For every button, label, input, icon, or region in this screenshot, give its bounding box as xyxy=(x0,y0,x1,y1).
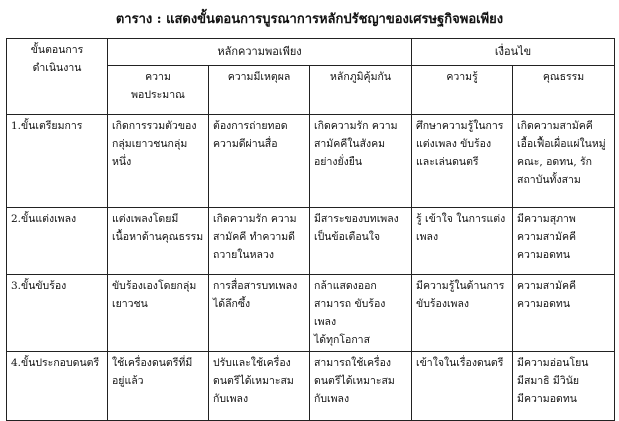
cell-line: กับเพลง xyxy=(314,393,350,405)
cell-line: แต่งเพลง ขับร้อง xyxy=(416,138,492,150)
cell-line: ถวายในหลวง xyxy=(213,249,274,261)
header-line: พอประมาณ xyxy=(131,89,185,101)
cell-line: ใช้เครื่องดนตรีที่มี xyxy=(112,357,193,369)
step-cell: 4.ขั้นประกอบดนตรี xyxy=(7,352,108,421)
table-cell xyxy=(209,352,310,421)
cell-line: ต้องการถ่ายทอด xyxy=(213,120,288,132)
table-row xyxy=(7,208,615,275)
table-cell xyxy=(513,275,615,352)
table-cell xyxy=(513,352,615,421)
cell-line: ได้ทุกโอกาส xyxy=(314,334,370,346)
cell-line: เกิดความรัก ความ xyxy=(314,120,398,132)
cell-line: เป็นข้อเตือนใจ xyxy=(314,231,381,243)
cell-line: คณะ, อดทน, รัก xyxy=(517,156,593,168)
header-step-line: ขั้นตอนการ xyxy=(30,44,84,56)
cell-line: เกิดการรวมตัวของ xyxy=(112,120,197,132)
cell-line: เนื้อหาด้านคุณธรรม xyxy=(112,231,204,243)
cell-line: ความสามัคคี xyxy=(517,231,577,243)
cell-line: ดนตรีได้เหมาะสม xyxy=(213,375,294,387)
table-cell xyxy=(513,208,615,275)
cell-line: ปรับและใช้เครื่อง xyxy=(213,357,291,369)
table-cell xyxy=(108,208,209,275)
cell-line: มีความอ่อนโยน xyxy=(517,357,589,369)
header-knowledge xyxy=(412,66,513,115)
cell-line: ความดีผ่านสื่อ xyxy=(213,138,278,150)
cell-line: มีสาระของบทเพลง xyxy=(314,213,399,225)
cell-line: รู้ เข้าใจ ในการแต่ง xyxy=(416,213,506,225)
cell-line: สามัคคีในสังคม xyxy=(314,138,386,150)
cell-line: เพลง xyxy=(416,231,439,243)
cell-line: ศึกษาความรู้ในการ xyxy=(416,120,504,132)
table-cell xyxy=(412,275,513,352)
step-cell: 2.ขั้นแต่งเพลง xyxy=(7,208,108,275)
table-row xyxy=(7,275,615,352)
cell-line: เยาวชน xyxy=(112,298,148,310)
cell-line: แต่งเพลงโดยมี xyxy=(112,213,179,225)
cell-line: และเล่นดนตรี xyxy=(416,156,479,168)
header-group-conditions: เงื่อนไข xyxy=(412,39,615,66)
cell-line: ดนตรีได้เหมาะสม xyxy=(314,375,395,387)
header-line: ความรู้ xyxy=(446,71,478,83)
cell-line: อย่างยั่งยืน xyxy=(314,156,363,168)
cell-line: มีสมาธิ มีวินัย xyxy=(517,375,580,387)
cell-line: ขับร้องเองโดยกลุ่ม xyxy=(112,280,197,292)
table-cell xyxy=(310,352,412,421)
header-step-line: ดำเนินงาน xyxy=(32,62,82,74)
cell-line: มีความสุภาพ xyxy=(517,213,576,225)
table-cell xyxy=(209,115,310,208)
header-step-cell xyxy=(7,39,108,115)
table-cell xyxy=(108,275,209,352)
header-line: หลักภูมิคุ้มกัน xyxy=(329,71,392,83)
header-row-1 xyxy=(7,39,615,66)
table-cell xyxy=(513,115,615,208)
table-cell xyxy=(108,352,209,421)
header-line: คุณธรรม xyxy=(542,71,585,83)
header-immunity xyxy=(310,66,412,115)
header-reasonableness xyxy=(209,66,310,115)
table-cell xyxy=(412,208,513,275)
table-row xyxy=(7,352,615,421)
cell-line: มีความอดทน xyxy=(517,393,577,405)
table-caption: ตาราง : แสดงขั้นตอนการบูรณาการหลักปรัชญาของเศรษฐกิจพอเพียง xyxy=(115,12,504,27)
cell-line: ความอดทน xyxy=(517,249,570,261)
header-morality xyxy=(513,66,615,115)
cell-line: เกิดความสามัคคี xyxy=(517,120,593,132)
cell-line: มีความรู้ในด้านการ xyxy=(416,280,505,292)
step-cell: 1.ขั้นเตรียมการ xyxy=(7,115,108,208)
cell-line: เอื้อเฟื้อเผื่อแผ่ในหมู่ xyxy=(517,138,606,150)
cell-line: ขับร้องเพลง xyxy=(416,298,470,310)
header-group-sufficiency: หลักความพอเพียง xyxy=(108,39,412,66)
cell-line: สามารถใช้เครื่อง xyxy=(314,357,392,369)
integration-table xyxy=(6,38,615,421)
table-cell xyxy=(310,275,412,352)
table-cell xyxy=(412,352,513,421)
table-cell xyxy=(108,115,209,208)
cell-line: กับเพลง xyxy=(213,393,249,405)
table-row xyxy=(7,115,615,208)
cell-line: สถาบันทั้งสาม xyxy=(517,174,581,186)
cell-line: การสื่อสารบทเพลง xyxy=(213,280,298,292)
cell-line: เกิดความรัก ความ xyxy=(213,213,297,225)
header-line: ความมีเหตุผล xyxy=(227,71,291,83)
cell-line: ความสามัคคี xyxy=(517,280,577,292)
table-cell xyxy=(310,115,412,208)
cell-line: เข้าใจในเรื่องดนตรี xyxy=(416,357,504,369)
cell-line: สามัคคี ทำความดี xyxy=(213,231,295,243)
header-moderation xyxy=(108,66,209,115)
table-cell xyxy=(209,208,310,275)
table-cell xyxy=(209,275,310,352)
step-cell: 3.ขั้นขับร้อง xyxy=(7,275,108,352)
header-line: ความ xyxy=(145,71,171,83)
cell-line: กลุ่มเยาวชนกลุ่ม xyxy=(112,138,188,150)
cell-line: กล้าแสดงออก xyxy=(314,280,377,292)
cell-line: สามารถ ขับร้องเพลง xyxy=(314,298,386,328)
cell-line: อยู่แล้ว xyxy=(112,375,144,387)
table-cell xyxy=(310,208,412,275)
cell-line: ความอดทน xyxy=(517,298,570,310)
table-cell xyxy=(412,115,513,208)
cell-line: ได้ลึกซึ้ง xyxy=(213,298,251,310)
cell-line: หนึ่ง xyxy=(112,156,132,168)
